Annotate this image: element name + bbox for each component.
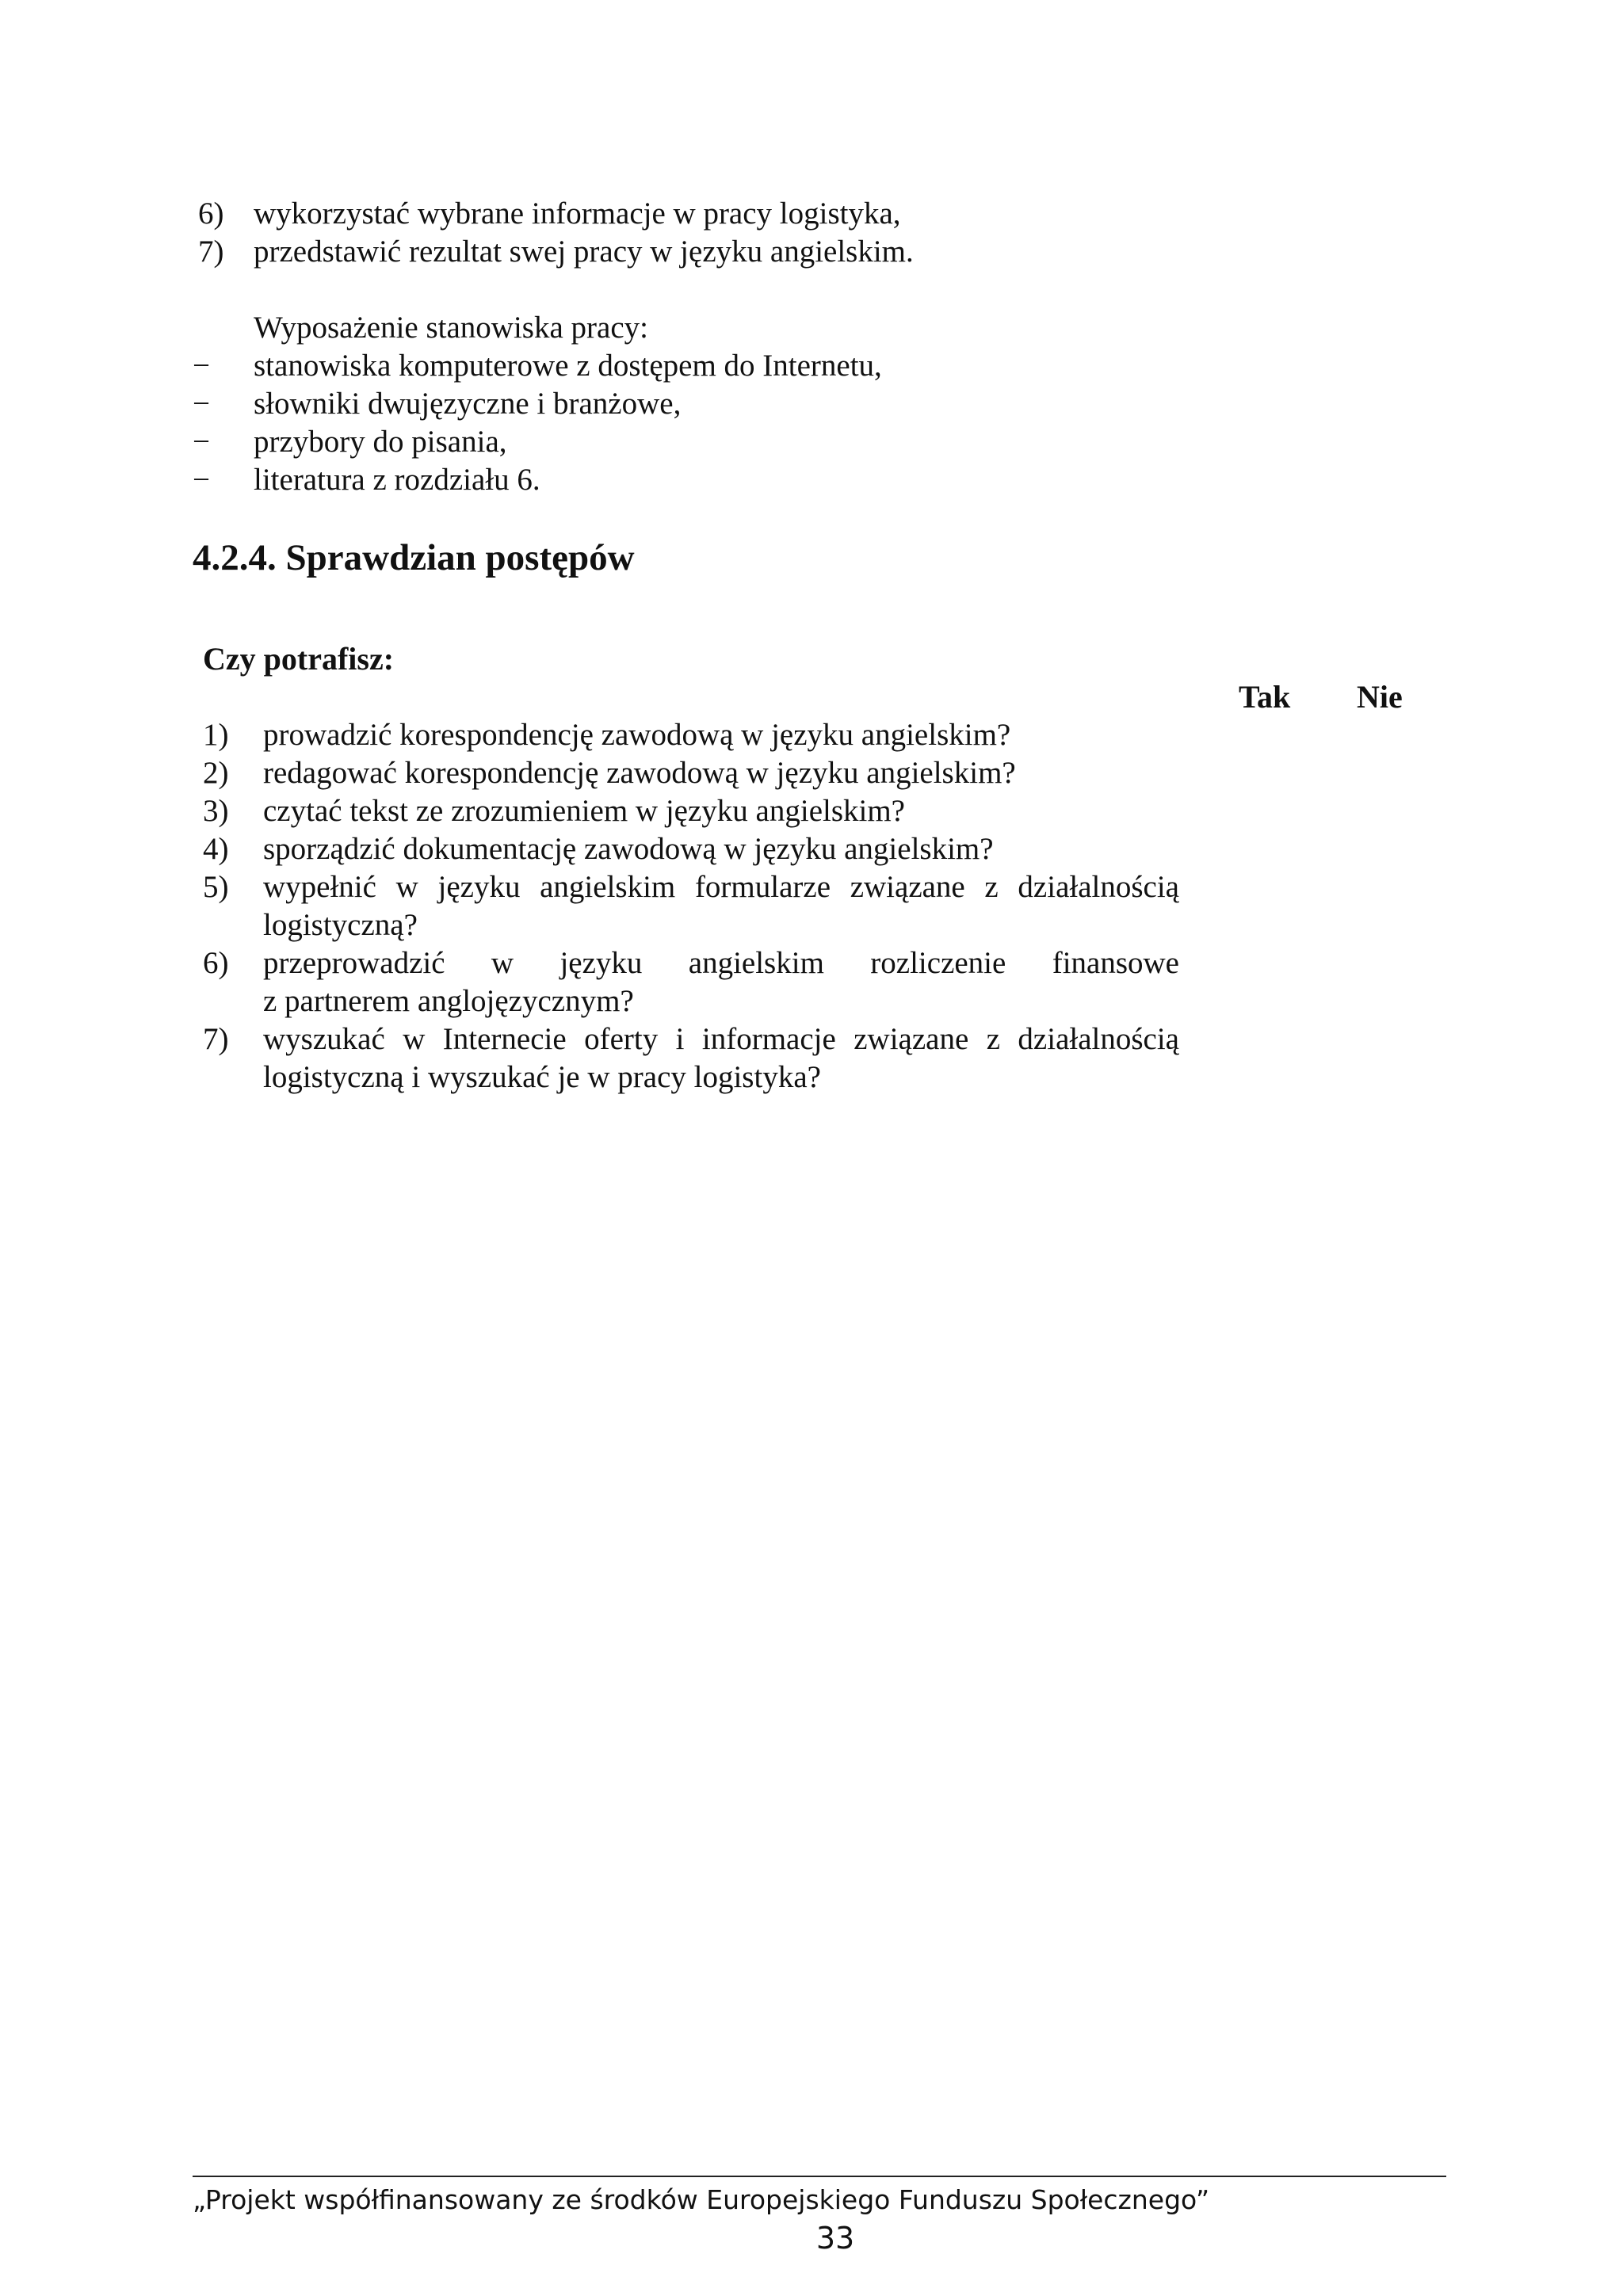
footer-text: „Projekt współfinansowany ze środków Europejskiego Funduszu Społecznego” bbox=[193, 2184, 1210, 2215]
section-heading: 4.2.4. Sprawdzian postępów bbox=[193, 537, 635, 578]
question-text: sporządzić dokumentację zawodową w języku angielskim? bbox=[263, 832, 994, 866]
question-text-line: przeprowadzić w języku angielskim rozliczenie finansowe bbox=[263, 946, 1179, 980]
question-number: 1) bbox=[203, 718, 229, 752]
question-text-line: z partnerem anglojęzycznym? bbox=[263, 984, 634, 1018]
question-text-line: wyszukać w Internecie oferty i informacje związane z działalnością bbox=[263, 1022, 1179, 1056]
equipment-item-text: przybory do pisania, bbox=[254, 425, 507, 459]
question-number: 4) bbox=[203, 832, 229, 866]
question-number: 6) bbox=[203, 946, 229, 980]
equipment-item-text: stanowiska komputerowe z dostępem do Internetu, bbox=[254, 349, 882, 383]
question-text-line: wypełnić w języku angielskim formularze związane z działalnością bbox=[263, 870, 1179, 904]
bullet-dash: − bbox=[193, 425, 210, 459]
equipment-item-text: słowniki dwujęzyczne i branżowe, bbox=[254, 387, 682, 421]
question-number: 2) bbox=[203, 756, 229, 790]
question-text: redagować korespondencję zawodową w języku angielskim? bbox=[263, 756, 1016, 790]
footer-divider bbox=[193, 2176, 1446, 2177]
list-item-text: przedstawić rezultat swej pracy w języku angielskim. bbox=[254, 235, 914, 269]
question-number: 3) bbox=[203, 794, 229, 828]
question-intro: Czy potrafisz: bbox=[203, 641, 395, 677]
list-item-text: wykorzystać wybrane informacje w pracy logistyka, bbox=[254, 196, 901, 231]
bullet-dash: − bbox=[193, 349, 210, 383]
bullet-dash: − bbox=[193, 463, 210, 497]
question-text-line: logistyczną i wyszukać je w pracy logistyka? bbox=[263, 1060, 821, 1094]
page-number: 33 bbox=[815, 2221, 855, 2256]
list-item-number: 6) bbox=[198, 196, 224, 231]
bullet-dash: − bbox=[193, 387, 210, 421]
question-text: czytać tekst ze zrozumieniem w języku angielskim? bbox=[263, 794, 905, 828]
column-header-no: Nie bbox=[1357, 679, 1403, 715]
question-text: prowadzić korespondencję zawodową w języku angielskim? bbox=[263, 718, 1011, 752]
equipment-item-text: literatura z rozdziału 6. bbox=[254, 463, 540, 497]
column-header-yes: Tak bbox=[1239, 679, 1291, 715]
question-number: 7) bbox=[203, 1022, 229, 1056]
question-number: 5) bbox=[203, 870, 229, 904]
question-text-line: logistyczną? bbox=[263, 908, 418, 942]
equipment-title: Wyposażenie stanowiska pracy: bbox=[254, 311, 648, 345]
list-item-number: 7) bbox=[198, 235, 224, 269]
